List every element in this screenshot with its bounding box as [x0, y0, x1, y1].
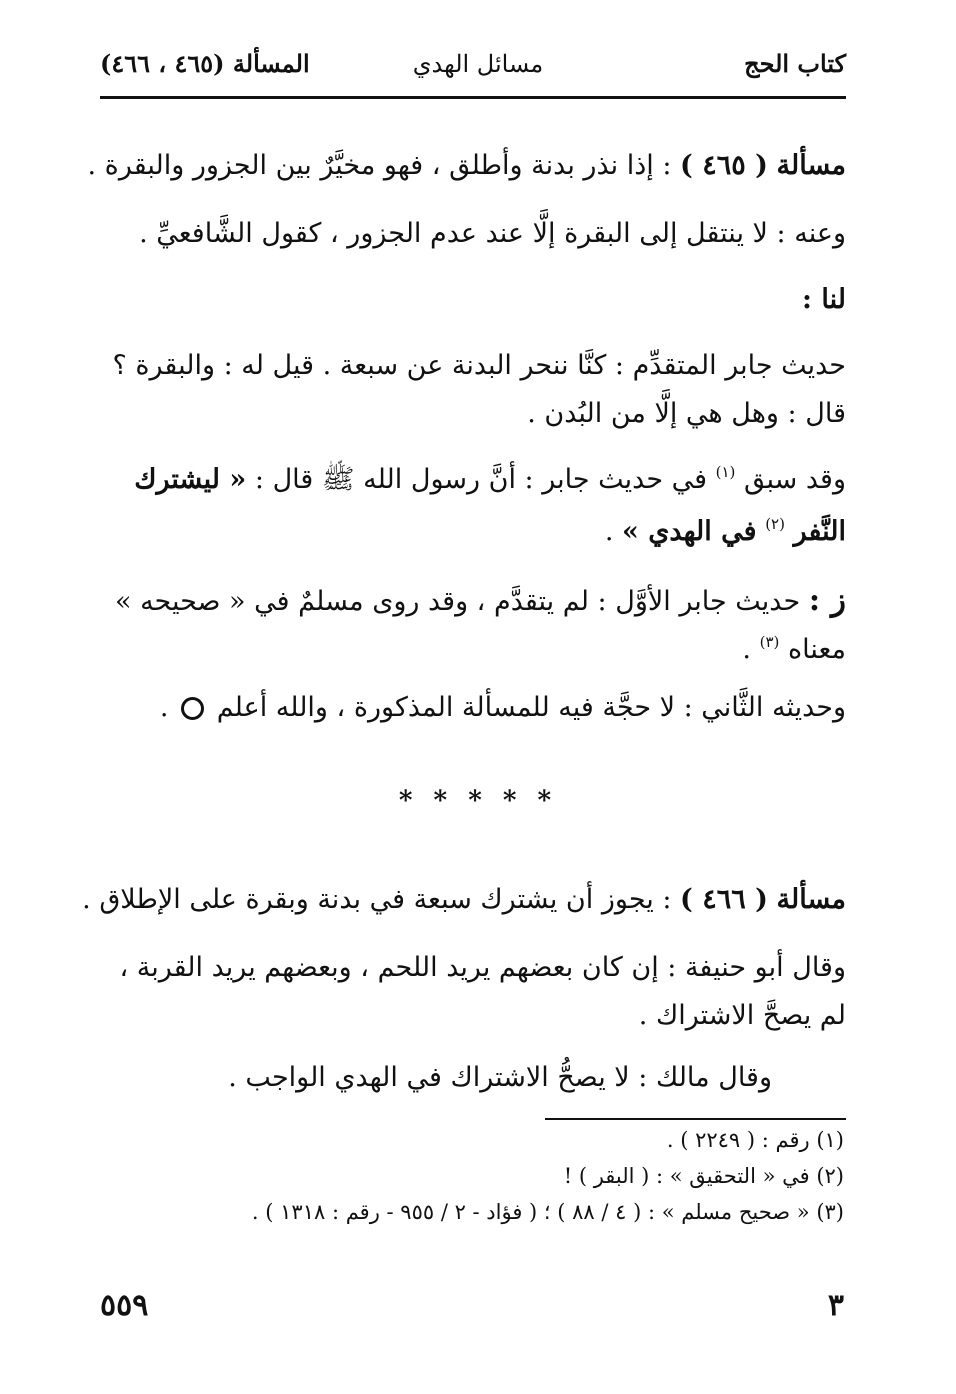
text-run: معناه	[787, 634, 846, 665]
issue-text: : يجوز أن يشترك سبعة في بدنة وبقرة على الإطلاق .	[82, 884, 672, 915]
quote-run: النَّفر	[793, 516, 846, 547]
footnote-2: (٢) في « التحقيق » : ( البقر ) !	[563, 1164, 844, 1188]
running-header-book: كتاب الحج	[744, 49, 846, 78]
issue-465-heading	[87, 144, 846, 188]
issue-label: مسألة	[776, 150, 846, 181]
footnote-ref-2[interactable]: (٢)	[765, 515, 785, 533]
issue-number: ( ٤٦٥ )	[680, 150, 768, 181]
issue-text: : إذا نذر بدنة وأطلق ، فهو مخيَّرٌ بين الجزور والبقرة .	[87, 150, 672, 181]
paragraph-line	[100, 458, 846, 502]
section-separator: * * * * *	[398, 786, 558, 816]
text-run: حديث جابر الأوَّل : لم يتقدَّم ، وقد روى مسلمٌ في « صحيحه »	[114, 586, 801, 617]
text-run: .	[742, 634, 752, 665]
footnote-ref-3[interactable]: (٣)	[759, 633, 780, 651]
paragraph-line: وقال أبو حنيفة : إن كان بعضهم يريد اللحم ، وبعضهم يريد القربة ،	[119, 952, 846, 983]
paragraph-line: حديث جابر المتقدِّم : كنَّا ننحر البدنة عن سبعة . قيل له : والبقرة ؟	[112, 350, 846, 381]
paragraph-line: لم يصحَّ الاشتراك .	[638, 1000, 846, 1031]
text-run: في حديث جابر : أنَّ رسول الله ﷺ قال :	[254, 464, 708, 495]
paragraph-line	[100, 686, 846, 730]
footnote-rule	[545, 1118, 846, 1120]
paragraph-line: قال : وهل هي إلَّا من البُدن .	[527, 398, 846, 429]
end-circle-icon	[181, 697, 204, 720]
paragraph-line	[100, 628, 846, 672]
running-header-issues: المسألة (٤٦٥ ، ٤٦٦)	[100, 49, 310, 78]
text-run: وقد سبق	[744, 464, 846, 495]
paragraph-line	[100, 578, 846, 624]
quote-run: في الهدي »	[622, 516, 757, 547]
footnote-3: (٣) « صحيح مسلم » : ( ٤ / ٨٨ ) ؛ ( فؤاد - ٢ / ٩٥٥ - رقم : ١٣١٨ ) .	[251, 1200, 844, 1224]
text-run: .	[159, 692, 169, 723]
header-rule	[100, 96, 846, 99]
zawaid-mark: ز :	[808, 582, 846, 618]
page-number-left: ٥٥٩	[100, 1288, 149, 1323]
paragraph-line: وقال مالك : لا يصحُّ الاشتراك في الهدي الواجب .	[228, 1062, 772, 1093]
issue-label: مسألة	[776, 884, 846, 915]
paragraph-line: وعنه : لا ينتقل إلى البقرة إلَّا عند عدم الجزور ، كقول الشَّافعيِّ .	[139, 218, 846, 249]
issue-number: ( ٤٦٦ )	[680, 884, 768, 915]
running-header-chapter: مسائل الهدي	[412, 50, 544, 78]
footnote-ref-1[interactable]: (١)	[715, 463, 736, 481]
lana-heading: لنا :	[802, 284, 846, 315]
text-run: .	[604, 516, 614, 547]
quote-run: « ليشترك	[134, 464, 247, 495]
footnote-1: (١) رقم : ( ٢٢٤٩ ) .	[666, 1128, 844, 1152]
text-run: وحديثه الثَّاني : لا حجَّة فيه للمسألة المذكورة ، والله أعلم	[216, 692, 846, 723]
paragraph-line	[100, 510, 846, 554]
issue-466-heading	[82, 878, 846, 922]
page-number-right: ٣	[827, 1288, 844, 1323]
